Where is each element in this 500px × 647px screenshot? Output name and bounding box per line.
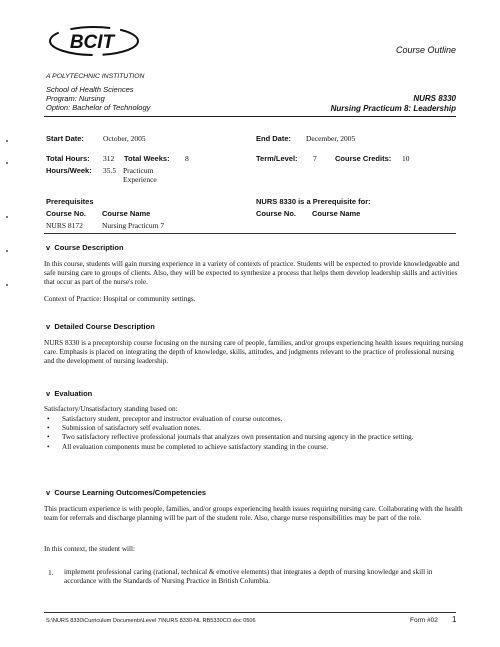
logo-tagline: A POLYTECHNIC INSTITUTION xyxy=(46,73,145,80)
evaluation-item: • Submission of satisfactory self evaluation notes. xyxy=(44,424,464,433)
evaluation-list xyxy=(44,415,464,452)
section-evaluation: v Evaluation xyxy=(46,389,93,398)
end-date-label: End Date: xyxy=(256,134,292,143)
start-date-value: October, 2005 xyxy=(103,134,146,143)
total-hours-label: Total Hours: xyxy=(46,154,90,163)
header-rule xyxy=(44,116,456,117)
prereq-row-name: Nursing Practicum 7 xyxy=(102,221,165,230)
bcit-logo xyxy=(42,24,142,68)
margin-mark xyxy=(6,162,8,164)
prerequisites-title: Prerequisites xyxy=(46,197,94,206)
prereq-for-col-no: Course No. xyxy=(256,209,297,218)
course-code: NURS 8330 xyxy=(413,94,456,103)
credits-value: 10 xyxy=(402,154,410,163)
learning-outcomes-text: This practicum experience is with people, families, and/or groups experiencing health issues requiring nursing care. Collaborating with the health team for referrals and discharge planning will be part of the student role. Also, charge nurse responsibilities may be part of the role. xyxy=(44,505,463,523)
hours-week-label: Hours/Week: xyxy=(46,166,92,175)
outcome-item-number: 1. xyxy=(48,568,54,577)
evaluation-item: • Two satisfactory reflective professional journals that analyzes own presentation and nursing agency in the practice setting. xyxy=(44,433,464,442)
term-value: 7 xyxy=(313,154,317,163)
margin-mark xyxy=(6,140,8,142)
prereq-row-no: NURS 8172 xyxy=(46,221,83,230)
total-hours-value: 312 xyxy=(103,154,115,163)
margin-mark xyxy=(6,284,8,286)
section-course-description: v Course Description xyxy=(46,243,124,252)
section-learning-outcomes: v Course Learning Outcomes/Competencies xyxy=(46,488,207,497)
program-name: Program: Nursing xyxy=(46,94,105,103)
start-date-label: Start Date: xyxy=(46,134,84,143)
evaluation-item: • Satisfactory student, preceptor and instructor evaluation of course outcomes. xyxy=(44,415,464,424)
context-of-practice: Context of Practice: Hospital or community settings. xyxy=(44,295,196,303)
evaluation-item: • All evaluation components must be completed to achieve satisfactory standing in the course. xyxy=(44,443,464,452)
section-marker: v xyxy=(46,322,55,331)
footer-rule xyxy=(44,612,456,613)
margin-mark xyxy=(6,250,8,252)
section-marker: v xyxy=(46,488,55,497)
learning-outcomes-context: In this context, the student will: xyxy=(44,545,136,553)
footer-form: Form #02 xyxy=(410,617,438,624)
logo-text: BCIT xyxy=(69,32,115,53)
section-marker: v xyxy=(46,243,55,252)
footer-path: S:\NURS 8330\Curriculum Documents\Level 7\NURS 8330-NL RB5330CO.doc 0506 xyxy=(46,618,256,624)
hours-week-value: 35.5 xyxy=(103,166,117,175)
evaluation-intro: Satisfactory/Unsatisfactory standing based on: xyxy=(44,405,178,413)
total-weeks-label: Total Weeks: xyxy=(124,154,170,163)
credits-label: Course Credits: xyxy=(335,154,392,163)
detailed-description-text: NURS 8330 is a preceptorship course focusing on the nursing care of people, families, and/or groups experiencing health issues requiring nursing care. Emphasis is placed on integrating the depth of knowledge, skills, attitudes, and judgments relevant to the practice of professional nursing and the development of nursing leadership. xyxy=(44,339,464,366)
total-weeks-value: 8 xyxy=(185,154,189,163)
section-detailed-description: v Detailed Course Description xyxy=(46,322,155,331)
outcome-item-text: implement professional caring (rational, technical & emotive elements) that integrates a depth of nursing knowledge and skill in accordance with the Standards of Nursing Practice in British Columbia. xyxy=(64,568,433,586)
prereq-for-col-name: Course Name xyxy=(312,209,361,218)
term-label: Term/Level: xyxy=(256,154,298,163)
prereq-rule xyxy=(44,233,456,234)
prereq-col-no: Course No. xyxy=(46,209,87,218)
course-description-text: In this course, students will gain nursing experience in a variety of contexts of practice. Students will be expected to provide knowledgeable and safe nursing care to groups of clients. Also, they will be expected to synthesize a process that helps them develop leadership skills and activities that occur as part of the nurse's role. xyxy=(44,260,460,287)
school-name: School of Health Sciences xyxy=(46,85,134,94)
section-marker: v xyxy=(46,389,55,398)
end-date-value: December, 2005 xyxy=(306,134,356,143)
margin-mark xyxy=(6,216,8,218)
option-name: Option: Bachelor of Technology xyxy=(46,103,151,112)
course-title: Nursing Practicum 8: Leadership xyxy=(330,104,456,113)
prereq-col-name: Course Name xyxy=(102,209,151,218)
doc-type: Course Outline xyxy=(395,45,456,55)
footer-page-number: 1 xyxy=(452,615,457,624)
hours-week-desc: Practicum Experience xyxy=(123,166,157,184)
prerequisite-for-title: NURS 8330 is a Prerequisite for: xyxy=(256,197,371,206)
